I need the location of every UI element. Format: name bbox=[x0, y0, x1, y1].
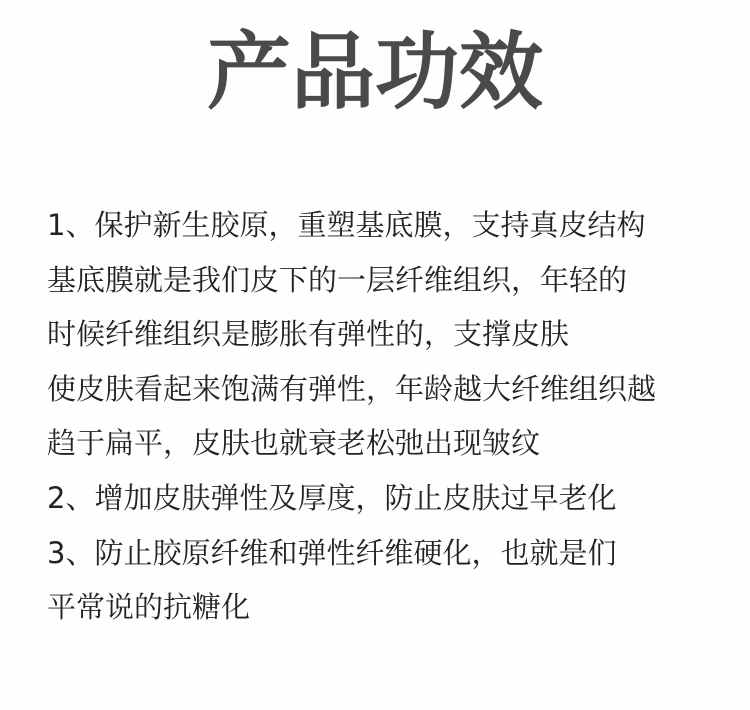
page-title: 产品功效 bbox=[206, 23, 543, 121]
efficacy-text bbox=[47, 198, 737, 635]
text-line: 平常说的抗糖化 bbox=[47, 590, 251, 625]
text-line: 3、防止胶原纤维和弹性纤维硬化，也就是们 bbox=[47, 535, 617, 570]
text-line: 趋于扁平，皮肤也就衰老松弛出现皱纹 bbox=[47, 426, 541, 461]
text-line: 时候纤维组织是膨胀有弹性的，支撑皮肤 bbox=[47, 317, 570, 352]
text-line: 基底膜就是我们皮下的一层纤维组织，年轻的 bbox=[47, 262, 628, 297]
text-line: 2、增加皮肤弹性及厚度，防止皮肤过早老化 bbox=[47, 480, 617, 515]
text-line: 1、保护新生胶原，重塑基底膜，支持真皮结构 bbox=[47, 208, 646, 242]
text-line: 使皮肤看起来饱满有弹性，年龄越大纤维组织越 bbox=[47, 371, 657, 406]
